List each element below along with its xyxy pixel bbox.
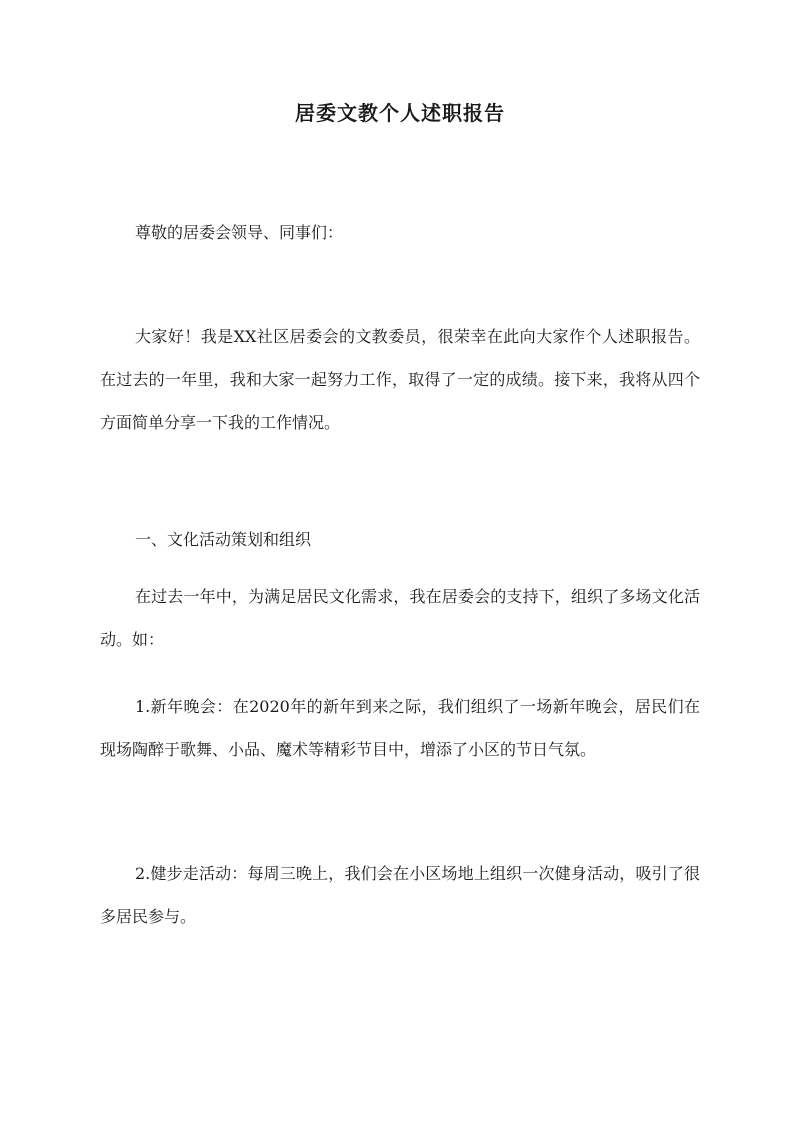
section-heading-1: 一、文化活动策划和组织 <box>135 530 312 549</box>
list-item-2: 2.健步走活动：每周三晚上，我们会在小区场地上组织一次健身活动，吸引了很多居民参与。 <box>100 864 700 926</box>
list-item-1: 1.新年晚会：在2020年的新年到来之际，我们组织了一场新年晚会，居民们在现场陶醉于歌舞、小品、魔术等精彩节目中，增添了小区的节日气氛。 <box>100 697 700 759</box>
salutation-paragraph: 尊敬的居委会领导、同事们： <box>135 223 344 242</box>
intro-paragraph: 大家好！我是XX社区居委会的文教委员，很荣幸在此向大家作个人述职报告。在过去的一年里，我和大家一起努力工作，取得了一定的成绩。接下来，我将从四个方面简单分享一下我的工作情况。 <box>100 327 700 432</box>
document-title: 居委文教个人述职报告 <box>295 101 505 125</box>
section-1-paragraph: 在过去一年中，为满足居民文化需求，我在居委会的支持下，组织了多场文化活动。如： <box>100 587 700 649</box>
